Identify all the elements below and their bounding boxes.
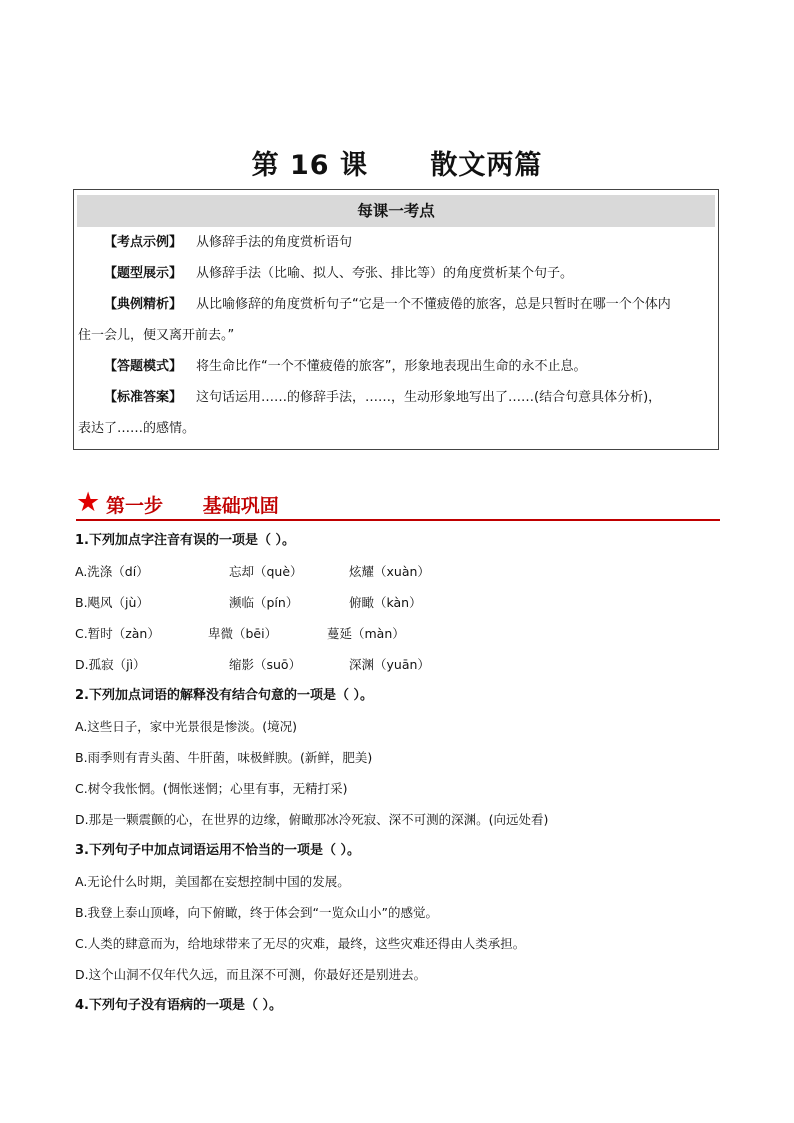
option-c: C.人类的肆意而为，给地球带来了无尽的灾难，最终，这些灾难还得由人类承担。 [75,936,526,951]
option-a: A.这些日子，家中光景很是惨淡。(境况) [75,719,298,734]
key-point-box [73,189,719,450]
key-point-row [74,258,718,289]
section-header [76,487,720,521]
option-c1: C.暂时（zàn） [75,626,160,641]
page-title: 第 16 课 散文两篇 [251,150,543,181]
question-4-stem: 4.下列句子没有语病的一项是（ ）。 [75,998,283,1013]
box-heading: 每课一考点 [77,195,715,227]
row-text-continued: 住一会儿，便又离开前去。” [78,328,235,343]
key-point-row [74,227,718,258]
row-label: 【题型展示】 [104,266,183,281]
option-row [75,618,720,649]
option-b1: B.飓风（jù） [75,595,149,610]
row-label: 【考点示例】 [104,235,183,250]
row-text: 从修辞手法（比喻、拟人、夸张、排比等）的角度赏析某个句子。 [196,266,574,281]
row-text: 这句话运用……的修辞手法，……，生动形象地写出了……(结合句意具体分析)， [196,390,662,405]
option-row [75,649,720,680]
option-d1: D.孤寂（jì） [75,657,146,672]
questions [75,525,720,1021]
option-a2: 忘却（què） [229,564,303,579]
option-a: A.无论什么时期，美国都在妄想控制中国的发展。 [75,874,350,889]
option-c2: 卑微（bēi） [208,626,278,641]
question-1-stem: 1.下列加点字注音有误的一项是（ ）。 [75,533,296,548]
row-text: 从比喻修辞的角度赏析句子“它是一个不懂疲倦的旅客，总是只暂时在哪一个个体内 [196,297,671,312]
option-d2: 缩影（suō） [229,657,302,672]
row-text: 从修辞手法的角度赏析语句 [196,235,353,250]
row-text: 将生命比作“一个不懂疲倦的旅客”，形象地表现出生命的永不止息。 [196,359,587,374]
question-3-stem: 3.下列句子中加点词语运用不恰当的一项是（ ）。 [75,843,361,858]
key-point-row [74,351,718,382]
row-label: 【标准答案】 [104,390,183,405]
key-point-row [74,382,718,444]
option-d: D.这个山洞不仅年代久远，而且深不可测，你最好还是别进去。 [75,967,427,982]
question-2-stem: 2.下列加点词语的解释没有结合句意的一项是（ ）。 [75,688,374,703]
option-row [75,556,720,587]
section-title: 第一步 基础巩固 [106,495,279,517]
option-b: B.雨季则有青头菌、牛肝菌，味极鲜腴。(新鲜，肥美) [75,750,373,765]
option-b2: 濒临（pín） [229,595,299,610]
option-a3: 炫耀（xuàn） [349,564,430,579]
key-point-row [74,289,718,351]
row-label: 【典例精析】 [104,297,183,312]
star-icon: ★ [76,487,101,518]
row-label: 【答题模式】 [104,359,183,374]
option-c3: 蔓延（màn） [327,626,405,641]
option-d: D.那是一颗震颤的心，在世界的边缘，俯瞰那冰冷死寂、深不可测的深渊。(向远处看) [75,812,549,827]
option-d3: 深渊（yuān） [349,657,430,672]
option-a1: A.洗涤（dí） [75,564,149,579]
option-b: B.我登上泰山顶峰，向下俯瞰，终于体会到“一览众山小”的感觉。 [75,905,439,920]
option-b3: 俯瞰（kàn） [349,595,422,610]
option-c: C.树令我怅惘。(惆怅迷惘；心里有事，无精打采) [75,781,348,796]
option-row [75,587,720,618]
row-text-continued: 表达了……的感情。 [78,421,196,436]
